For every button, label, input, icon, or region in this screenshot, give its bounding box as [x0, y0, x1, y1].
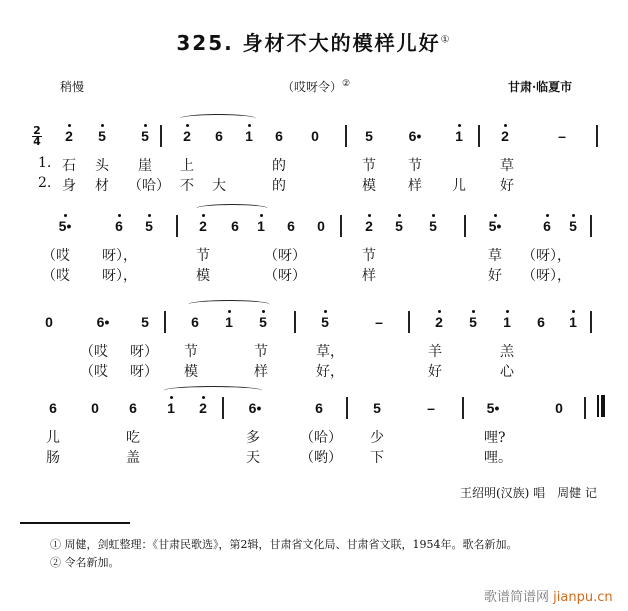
barline: [590, 311, 592, 333]
lyric: 不: [180, 178, 194, 194]
note: 6: [112, 218, 126, 234]
note: 6: [275, 128, 283, 144]
note: 6: [129, 400, 137, 416]
note: 1: [500, 314, 514, 330]
note: 2: [432, 314, 446, 330]
lyric: （哟）: [300, 450, 342, 466]
note: 5: [256, 314, 270, 330]
lyric: 模: [196, 268, 210, 284]
note: 5: [426, 218, 440, 234]
lyric: 材: [95, 178, 109, 194]
lyric: 儿: [46, 430, 60, 446]
note: 6: [537, 314, 545, 330]
note: 6: [540, 218, 554, 234]
note: 5: [95, 128, 109, 144]
note: 6: [287, 218, 295, 234]
lyric: 节: [408, 158, 422, 174]
barline: [345, 125, 347, 147]
lyric: 头: [95, 158, 109, 174]
note: 5•: [58, 218, 72, 234]
note: –: [558, 128, 566, 144]
lyric: 哩?: [484, 430, 506, 446]
note: 5: [318, 314, 332, 330]
lyric: 儿: [452, 178, 466, 194]
final-barline-thin: [597, 395, 599, 417]
note: 6•: [408, 128, 422, 144]
footnote-divider: [20, 522, 130, 524]
lyric: 样: [408, 178, 422, 194]
lyric: 节: [362, 248, 376, 264]
lyric: （呀）: [264, 248, 306, 264]
lyric: （哎: [80, 364, 108, 380]
lyric: 的: [272, 158, 286, 174]
lyric: （哈）: [128, 178, 170, 194]
note: 6: [231, 218, 239, 234]
lyric: 肠: [46, 450, 60, 466]
lyric: 好: [428, 364, 442, 380]
lyric: 节: [196, 248, 210, 264]
lyric: 吃: [126, 430, 140, 446]
barline: [464, 215, 466, 237]
lyric: 天: [246, 450, 260, 466]
watermark: 歌谱简谱网 jianpu.cn: [484, 590, 613, 605]
lyric: 呀），: [102, 248, 137, 264]
note: 2: [362, 218, 376, 234]
lyric: 心: [500, 364, 514, 380]
note: 0: [317, 218, 325, 234]
note: 6•: [96, 314, 110, 330]
barline: [596, 125, 598, 147]
credit-line: 王绍明(汉族) 唱 周健 记: [460, 486, 597, 500]
note: 5: [373, 400, 381, 416]
lyric: 样: [254, 364, 268, 380]
note: 0: [45, 314, 53, 330]
lyric: 下: [370, 450, 384, 466]
lyric: （呀）: [264, 268, 306, 284]
footnote-2: ② 令名新加。: [50, 556, 120, 569]
note: 0: [555, 400, 563, 416]
note: 6: [49, 400, 57, 416]
lyric: （哈）: [300, 430, 342, 446]
barline: [164, 311, 166, 333]
note: 2: [196, 400, 210, 416]
barline: [408, 311, 410, 333]
barline: [462, 397, 464, 419]
lyric: （呀），: [522, 248, 571, 264]
lyric: 大: [212, 178, 226, 194]
region-label: 甘肃·临夏市: [508, 80, 573, 94]
note: 2: [498, 128, 512, 144]
note: –: [427, 400, 435, 416]
lyric: 好，: [316, 364, 344, 380]
barline: [346, 397, 348, 419]
lyric: 的: [272, 178, 286, 194]
lyric: 好: [500, 178, 514, 194]
note: 5: [392, 218, 406, 234]
lyric: （哎: [80, 344, 108, 360]
tune-name: （哎呀令）②: [282, 79, 351, 94]
lyric: 模: [184, 364, 198, 380]
lyric: 草: [500, 158, 514, 174]
lyric: 草: [488, 248, 502, 264]
note: –: [375, 314, 383, 330]
note: 2: [196, 218, 210, 234]
note: 2: [180, 128, 194, 144]
slur: [180, 114, 256, 123]
final-barline-thick: [601, 395, 605, 417]
lyric: 崖: [138, 158, 152, 174]
barline: [340, 215, 342, 237]
barline: [584, 397, 586, 419]
barline: [294, 311, 296, 333]
barline: [222, 397, 224, 419]
lyric: （哎: [42, 268, 70, 284]
barline: [590, 215, 592, 237]
song-title: 325. 身材不大的模样儿好①: [176, 31, 452, 55]
note: 5: [466, 314, 480, 330]
lyric: 节: [254, 344, 268, 360]
slur: [196, 204, 268, 213]
note: 0: [91, 400, 99, 416]
lyric: 羊: [428, 344, 442, 360]
barline: [478, 125, 480, 147]
note: 1: [566, 314, 580, 330]
note: 6: [215, 128, 223, 144]
note: 5: [365, 128, 373, 144]
note: 1: [222, 314, 236, 330]
lyric: 呀）: [130, 344, 158, 360]
lyric: 模: [362, 178, 376, 194]
lyric: 呀）: [130, 364, 158, 380]
lyric: 盖: [126, 450, 140, 466]
lyric: 草，: [316, 344, 344, 360]
lyric: 1.: [38, 155, 52, 171]
lyric: 少: [370, 430, 384, 446]
note: 5•: [488, 218, 502, 234]
slur: [164, 386, 262, 395]
lyric: （哎: [42, 248, 70, 264]
lyric: 羔: [500, 344, 514, 360]
note: 5: [141, 314, 149, 330]
barline: [160, 125, 162, 147]
note: 0: [311, 128, 319, 144]
footnote-1: ① 周健，剑虹整理：《甘肃民歌选》，第2辑，甘肃省文化局、甘肃省文联，1954年。歌名新加。: [50, 538, 518, 551]
time-signature: 2 4: [33, 124, 41, 148]
lyric: 样: [362, 268, 376, 284]
note: 1: [452, 128, 466, 144]
note: 5: [566, 218, 580, 234]
lyric: 多: [246, 430, 260, 446]
note: 6: [315, 400, 323, 416]
lyric: 上: [180, 158, 194, 174]
lyric: 身: [62, 178, 76, 194]
lyric: 好: [488, 268, 502, 284]
lyric: 呀），: [102, 268, 137, 284]
note: 6•: [248, 400, 262, 416]
slur: [188, 300, 270, 309]
note: 1: [254, 218, 268, 234]
lyric: 石: [62, 158, 76, 174]
lyric: 节: [362, 158, 376, 174]
lyric: （呀），: [522, 268, 571, 284]
note: 5: [142, 218, 156, 234]
note: 1: [242, 128, 256, 144]
note: 5•: [486, 400, 500, 416]
barline: [176, 215, 178, 237]
note: 6: [191, 314, 199, 330]
note: 5: [138, 128, 152, 144]
lyric: 哩。: [484, 450, 512, 466]
note: 1: [164, 400, 178, 416]
lyric: 2.: [38, 175, 52, 191]
note: 2: [62, 128, 76, 144]
tempo-marking: 稍慢: [60, 80, 85, 94]
lyric: 节: [184, 344, 198, 360]
